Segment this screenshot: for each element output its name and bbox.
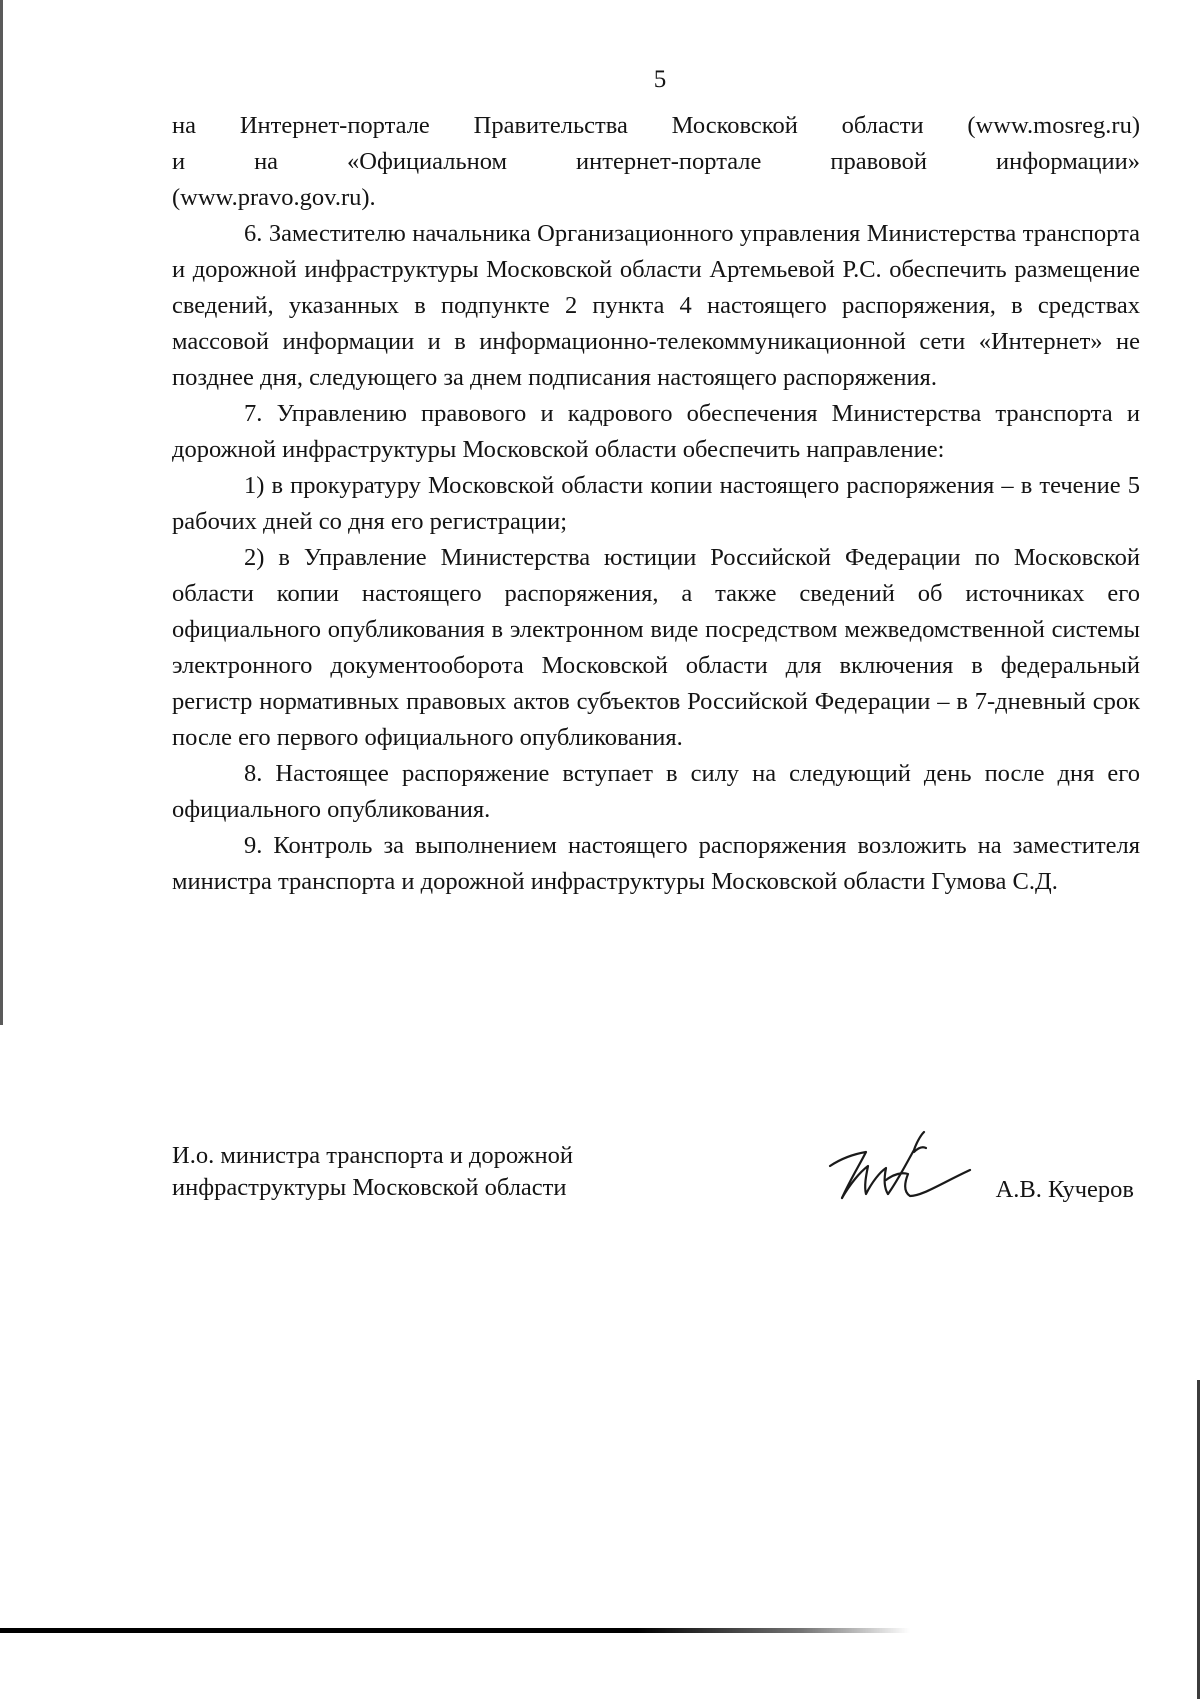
document-body — [172, 108, 1140, 900]
paragraph-continuation-line-3: (www.pravo.gov.ru). — [172, 184, 376, 211]
paragraph-item-8: 8. Настоящее распоряжение вступает в силу на следующий день после дня его официального опубликования. — [172, 760, 1140, 823]
paragraph-item-6: 6. Заместителю начальника Организационного управления Министерства транспорта и дорожной инфраструктуры Московской области Артемьевой Р.С. обеспечить размещение сведений, указанных в подпункте 2 пункта 4 настоящего распоряжения, в средствах массовой информации и в информационно-телекоммуникационной сети «Интернет» не позднее дня, следующего за днем подписания настоящего распоряжения. — [172, 220, 1140, 391]
paragraph-continuation-line-1: на Интернет-портале Правительства Московской области (www.mosreg.ru) — [172, 112, 1140, 139]
signature-block — [172, 1140, 1140, 1230]
paragraph-item-9: 9. Контроль за выполнением настоящего распоряжения возложить на заместителя министра транспорта и дорожной инфраструктуры Московской области Гумова С.Д. — [172, 832, 1140, 895]
paragraph-item-7-2: 2) в Управление Министерства юстиции Российской Федерации по Московской области копии настоящего распоряжения, а также сведений об источниках его официального опубликования в электронном виде посредством межведомственной системы электронного документооборота Московской области для включения в федеральный регистр нормативных правовых актов субъектов Российской Федерации – в 7-дневный срок после его первого официального опубликования. — [172, 544, 1140, 751]
signer-position-line-2: инфраструктуры Московской области — [172, 1174, 567, 1201]
signer-position-line-1: И.о. министра транспорта и дорожной — [172, 1142, 573, 1169]
scan-edge-mark — [0, 0, 3, 1025]
signer-name: А.В. Кучеров — [995, 1176, 1134, 1203]
scan-bottom-line — [0, 1628, 910, 1633]
paragraph-item-7: 7. Управлению правового и кадрового обеспечения Министерства транспорта и дорожной инфраструктуры Московской области обеспечить направление: — [172, 400, 1140, 463]
handwritten-signature — [820, 1122, 980, 1212]
paragraph-item-7-1: 1) в прокуратуру Московской области копии настоящего распоряжения – в течение 5 рабочих дней со дня его регистрации; — [172, 472, 1140, 535]
page-number: 5 — [653, 66, 667, 93]
paragraph-continuation-line-2: и на «Официальном интернет-портале правовой информации» — [172, 148, 1140, 175]
signer-position — [172, 1140, 652, 1204]
